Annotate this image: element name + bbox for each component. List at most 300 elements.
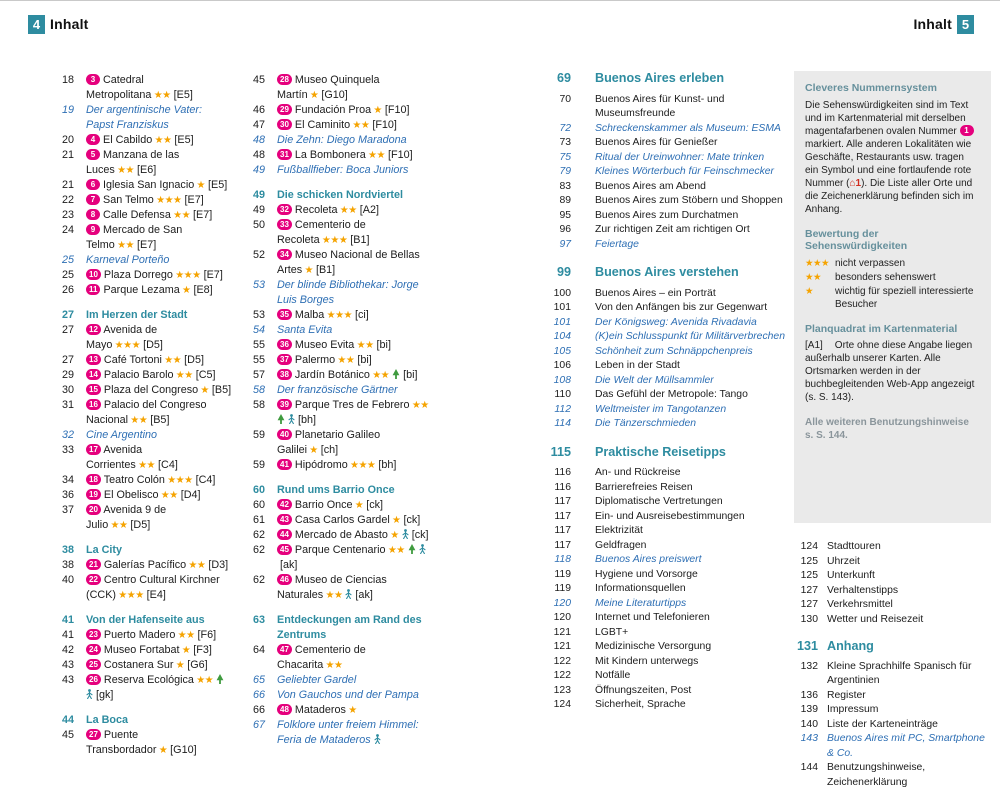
map-grid-reference: [ck] (408, 529, 429, 541)
toc-entry (541, 359, 799, 374)
toc-feature-entry (54, 428, 232, 443)
toc-entry (794, 660, 991, 689)
map-grid-reference: [E5] (170, 89, 193, 101)
rating-stars: ★★ (369, 370, 390, 381)
rating-stars: ★★ (135, 460, 156, 471)
entry-text: Sicherheit, Sprache (595, 699, 686, 710)
map-grid-reference: [ak] (352, 589, 373, 601)
map-grid-reference: [E8] (190, 284, 213, 296)
toc-entry (54, 643, 232, 658)
map-grid-reference: [D4] (177, 489, 201, 501)
sight-number-badge: 24 (86, 644, 101, 655)
page-number: 117 (554, 525, 571, 536)
rating-stars: ★ (307, 90, 319, 101)
toc-entry (541, 466, 799, 481)
page-number: 58 (252, 384, 265, 396)
entry-text: 18 Teatro Colón ★★★ [C4] (86, 473, 232, 488)
toc-entry (541, 582, 799, 597)
toc-entry (54, 148, 232, 178)
tree-icon (213, 674, 224, 686)
entry-text: 31 La Bombonera ★★ [F10] (277, 148, 433, 163)
entry-text: 40 Planetario Galileo Galilei ★ [ch] (277, 429, 381, 456)
toc-entry (243, 73, 433, 103)
page-number: 32 (61, 429, 74, 441)
page-number: 27 (61, 354, 74, 366)
page-number: 24 (61, 224, 74, 236)
page-number: 49 (252, 189, 265, 201)
entry-text: Von den Anfängen bis zur Gegenwart (595, 302, 768, 313)
page-number: 50 (252, 219, 265, 231)
toc-section-heading (243, 613, 433, 643)
toc-entry (54, 558, 232, 573)
page-number: 143 (800, 733, 818, 744)
page-number: 19 (61, 104, 74, 116)
page-number: 20 (61, 134, 74, 146)
map-grid-reference: [bi] (373, 339, 391, 351)
toc-section-heading (54, 613, 232, 628)
rating-stars: ★ (345, 705, 357, 716)
entry-text: Fußballfieber: Boca Juniors (277, 164, 409, 176)
entry-text: Zur richtigen Zeit am richtigen Ort (595, 224, 750, 235)
page-number: 62 (252, 529, 265, 541)
map-grid-reference-example: [A1] (805, 340, 823, 351)
rating-stars: ★★ (354, 340, 374, 351)
toc-entry (541, 510, 799, 525)
entry-text: Von der Hafenseite aus (86, 614, 205, 626)
toc-entry (541, 287, 799, 302)
page-number: 117 (554, 496, 571, 507)
entry-text: Medizinische Versorgung (595, 641, 712, 652)
page-number: 116 (554, 467, 571, 478)
sight-number-badge: 38 (277, 369, 292, 380)
rating-stars: ★★ (114, 165, 135, 176)
toc-entry (541, 388, 799, 403)
map-grid-reference: [E4] (143, 589, 166, 601)
page-number: 105 (553, 345, 571, 357)
map-grid-reference: [E5] (171, 134, 194, 146)
entry-text: 42 Barrio Once ★ [ck] (277, 498, 433, 513)
map-grid-reference: [E7] (181, 194, 204, 206)
page-number: 55 (252, 339, 265, 351)
page-number: 97 (559, 238, 571, 250)
toc-entry (54, 473, 232, 488)
toc-entry (794, 689, 991, 704)
page-number: 53 (252, 309, 265, 321)
entry-text: 11 Parque Lezama ★ [E8] (86, 283, 232, 298)
entry-text: Öffnungszeiten, Post (595, 684, 692, 696)
toc-entry (54, 443, 232, 473)
page-number: 130 (800, 613, 818, 625)
page-number: 66 (252, 689, 265, 701)
entry-text: Verkehrsmittel (827, 599, 893, 610)
entry-text: 43 Casa Carlos Gardel ★ [ck] (277, 513, 433, 528)
toc-entry (243, 248, 433, 278)
sight-number-badge: 21 (86, 559, 101, 570)
rating-stars: ★★ (409, 400, 429, 411)
map-grid-reference: [gk] (93, 689, 114, 701)
page-number: 75 (559, 151, 571, 163)
toc-entry (541, 194, 799, 209)
rating-stars: ★ (352, 500, 364, 511)
map-grid-reference: [A2] (356, 204, 379, 216)
toc-chapter-heading (794, 639, 991, 654)
map-grid-reference: [ch] (317, 444, 339, 456)
infobox-numbering-text (805, 99, 980, 216)
toc-entry (243, 103, 433, 118)
page-number: 59 (252, 459, 265, 471)
infobox-grid-text (805, 339, 980, 404)
toc-chapter-heading (541, 445, 799, 460)
usage-info-box (794, 71, 991, 523)
page-number: 62 (252, 574, 265, 586)
entry-text: Im Herzen der Stadt (86, 309, 188, 321)
entry-text: Cine Argentino (86, 429, 158, 441)
entry-text: Meine Literaturtipps (595, 597, 687, 609)
toc-feature-entry (541, 403, 799, 418)
toc-entry (794, 761, 991, 790)
map-grid-reference: [B1] (347, 234, 370, 246)
toc-feature-entry (54, 253, 232, 268)
toc-entry (243, 543, 433, 573)
toc-entry (541, 93, 799, 122)
rating-stars: ★★★ (805, 257, 830, 269)
toc-entry (54, 208, 232, 223)
rating-stars: ★★ (170, 210, 191, 221)
page-number: 119 (554, 568, 571, 580)
toc-entry (243, 203, 433, 218)
map-grid-reference: [bh] (295, 414, 317, 426)
toc-entry (541, 669, 799, 684)
page-number: 46 (252, 104, 265, 116)
page-number: 21 (61, 179, 74, 191)
toc-entry (243, 218, 433, 248)
rating-stars: ★★ (175, 630, 195, 641)
page-number: 95 (559, 209, 571, 221)
sight-number-badge: 5 (86, 149, 100, 160)
toc-feature-entry (541, 597, 799, 612)
entry-text: 17 Avenida Corrientes ★★ [C4] (86, 444, 178, 471)
page-number: 122 (553, 670, 571, 681)
entry-text: Geliebter Gardel (277, 674, 357, 686)
toc-chapter-heading (541, 265, 799, 280)
rating-stars: ★★ (350, 120, 370, 131)
entry-text: Karneval Porteño (86, 254, 170, 266)
page-number: 41 (61, 629, 74, 641)
rating-label: besonders sehenswert (835, 271, 936, 283)
entry-text: Diplomatische Vertretungen (595, 496, 723, 507)
sight-number-badge-example: 1 (960, 125, 974, 136)
entry-text: 34 Museo Nacional de Bellas Artes ★ [B1] (277, 249, 420, 276)
entry-text: Buenos Aires für Kunst- und Museumsfreunde (595, 93, 725, 119)
toc-entry (54, 133, 232, 148)
page-number: 104 (553, 331, 571, 342)
page-number: 73 (559, 137, 571, 148)
page-number: 37 (61, 504, 74, 516)
sight-number-badge: 17 (86, 444, 101, 455)
page-number: 106 (553, 360, 571, 371)
toc-feature-entry (541, 122, 799, 137)
page-number: 31 (61, 399, 74, 411)
toc-feature-entry (243, 163, 433, 178)
map-grid-reference: [D3] (205, 559, 229, 571)
map-grid-reference: [F3] (190, 644, 212, 656)
rating-stars: ★ (156, 745, 168, 756)
sight-number-badge: 47 (277, 644, 292, 655)
page-number: 47 (252, 119, 265, 131)
page-number: 117 (554, 510, 571, 522)
page-number: 29 (61, 369, 74, 381)
page-number: 23 (61, 209, 74, 221)
entry-text: 3 Catedral Metropolitana ★★ [E5] (86, 74, 193, 101)
page-number: 144 (800, 762, 818, 773)
numbering-text-part3: ). Die Liste aller Orte und die Zeichenerklärung befinden sich im Anhang. (805, 177, 974, 215)
sight-number-badge: 3 (86, 74, 100, 85)
entry-text: Der Königsweg: Avenida Rivadavia (595, 316, 757, 328)
entry-text: 32 Recoleta ★★ [A2] (277, 203, 433, 218)
entry-text: 25 Costanera Sur ★ [G6] (86, 658, 232, 673)
page-number: 33 (61, 444, 74, 456)
entry-text: Schönheit zum Schnäppchenpreis (595, 345, 753, 357)
page-number: 125 (800, 570, 818, 581)
toc-feature-entry (541, 553, 799, 568)
map-grid-reference: [ak] (277, 559, 298, 571)
entry-text: La City (86, 544, 122, 556)
infobox-grid-heading: Planquadrat im Kartenmaterial (805, 322, 958, 335)
toc-feature-entry (541, 345, 799, 360)
entry-text: Uhrzeit (827, 555, 860, 567)
rating-stars: ★★ (365, 150, 385, 161)
rating-stars: ★ (198, 385, 209, 396)
page-number: 43 (61, 659, 74, 671)
rating-stars: ★★★ (324, 310, 353, 321)
rating-stars: ★★ (385, 545, 405, 556)
infobox-numbering-heading: Cleveres Nummernsystem (805, 82, 937, 94)
page-number: 60 (252, 499, 265, 511)
map-grid-reference: [ck] (363, 499, 384, 511)
rating-label: wichtig für speziell interessierte Besucher (835, 285, 974, 310)
sight-number-badge: 34 (277, 249, 292, 260)
rating-stars: ★★★ (116, 590, 144, 601)
rating-stars: ★★ (337, 205, 357, 216)
sight-number-badge: 12 (86, 324, 101, 335)
entry-text: Der französische Gärtner (277, 384, 398, 396)
toc-entry (541, 209, 799, 224)
sight-number-badge: 35 (277, 309, 292, 320)
page-number: 67 (252, 719, 265, 731)
sight-number-badge: 23 (86, 629, 101, 640)
toc-feature-entry (541, 374, 799, 389)
header-right (913, 15, 974, 34)
toc-feature-entry (243, 383, 433, 398)
toc-entry (54, 223, 232, 253)
entry-text: 46 Museo de Ciencias Naturales ★★ [ak] (277, 574, 387, 601)
page-number: 61 (252, 514, 265, 526)
page-number: 120 (553, 612, 571, 623)
rating-label: nicht verpassen (835, 257, 906, 269)
map-grid-reference: [C4] (192, 474, 216, 486)
rating-stars: ★★ (114, 240, 135, 251)
entry-text: 36 Museo Evita ★★ [bi] (277, 338, 433, 353)
page-number: 112 (554, 403, 571, 415)
toc-entry (243, 118, 433, 133)
page-number: 140 (800, 718, 818, 730)
header-left (28, 15, 89, 34)
toc-entry (243, 528, 433, 543)
page-number: 48 (252, 134, 265, 146)
page-number: 48 (252, 149, 265, 161)
toc-entry (794, 598, 991, 613)
entry-text: 45 Parque Centenario ★★ [ak] (277, 543, 433, 573)
toc-entry (54, 193, 232, 208)
toc-entry (54, 73, 232, 103)
person-icon (399, 529, 409, 541)
toc-entry (794, 718, 991, 733)
toc-entry (54, 503, 232, 533)
toc-column-4-list (794, 540, 991, 790)
page-number: 45 (252, 74, 265, 86)
page-number: 99 (556, 265, 571, 279)
map-grid-reference: [ck] (400, 514, 421, 526)
entry-text: 26 Reserva Ecológica ★★ [gk] (86, 673, 232, 703)
sight-number-badge: 44 (277, 529, 292, 540)
entry-text: Buenos Aires zum Stöbern und Shoppen (595, 195, 783, 206)
person-icon (342, 589, 352, 601)
entry-text: 9 Mercado de San Telmo ★★ [E7] (86, 224, 183, 251)
toc-feature-entry (243, 673, 433, 688)
toc-feature-entry (243, 688, 433, 703)
rating-stars: ★ (194, 180, 205, 191)
page-number: 44 (61, 714, 74, 726)
rating-stars: ★★ (323, 590, 343, 601)
page-number: 131 (796, 639, 818, 653)
rating-stars: ★★ (323, 660, 343, 671)
rating-stars: ★ (389, 515, 401, 526)
sight-number-badge: 42 (277, 499, 292, 510)
map-grid-reference: [D5] (181, 354, 204, 366)
page-number: 127 (800, 584, 818, 596)
page-number: 57 (252, 369, 265, 381)
toc-entry (243, 428, 433, 458)
rating-stars: ★★ (108, 520, 128, 531)
toc-entry (541, 136, 799, 151)
entry-text: Wetter und Reisezeit (827, 613, 924, 625)
toc-entry (243, 148, 433, 163)
sight-number-badge: 18 (86, 474, 101, 485)
rating-stars: ★★ (128, 415, 148, 426)
rating-stars: ★★ (151, 90, 171, 101)
page-number: 42 (61, 644, 74, 656)
entry-text: 14 Palacio Barolo ★★ [C5] (86, 368, 232, 383)
rating-stars: ★★ (335, 355, 355, 366)
toc-entry (243, 368, 433, 383)
entry-text: 21 Galerías Pacífico ★★ [D3] (86, 558, 232, 573)
page-number: 110 (554, 389, 571, 400)
toc-entry (243, 703, 433, 718)
toc-feature-entry (541, 238, 799, 253)
sight-number-badge: 9 (86, 224, 100, 235)
entry-text: 35 Malba ★★★ [ci] (277, 308, 433, 323)
entry-text: 12 Avenida de Mayo ★★★ [D5] (86, 324, 163, 351)
page-number: 58 (252, 399, 265, 411)
page-number: 125 (800, 555, 818, 567)
rating-stars: ★★★ (347, 460, 376, 471)
sight-number-badge: 36 (277, 339, 292, 350)
entry-text: Folklore unter freiem Himmel: Feria de Mataderos (277, 719, 419, 746)
page-number: 59 (252, 429, 265, 441)
rating-stars: ★★★ (164, 475, 193, 486)
entry-text: Rund ums Barrio Once (277, 484, 395, 496)
map-grid-reference: [bi] (400, 369, 418, 381)
rating-stars: ★★ (186, 560, 206, 571)
toc-entry (541, 568, 799, 583)
person-icon (416, 544, 426, 556)
toc-entry (243, 398, 433, 428)
map-grid-reference: [B1] (312, 264, 336, 276)
page-number: 101 (553, 302, 571, 313)
map-grid-reference: [C5] (192, 369, 216, 381)
rating-stars: ★ (173, 660, 185, 671)
sight-number-badge: 30 (277, 119, 292, 130)
entry-text: Buenos Aires verstehen (595, 265, 739, 279)
rating-stars: ★★ (173, 370, 193, 381)
entry-text: Stadttouren (827, 541, 881, 552)
entry-text: 28 Museo Quinquela Martín ★ [G10] (277, 74, 380, 101)
sight-number-badge: 27 (86, 729, 101, 740)
person-icon (371, 734, 381, 746)
entry-text: Buenos Aires zum Durchatmen (595, 209, 739, 221)
toc-entry (54, 398, 232, 428)
entry-text: 27 Puente Transbordador ★ [G10] (86, 729, 197, 756)
toc-section-heading (54, 308, 232, 323)
toc-feature-entry (541, 151, 799, 166)
rating-stars: ★ (805, 285, 814, 297)
page-number: 69 (556, 71, 571, 85)
map-grid-reference: [G10] (318, 89, 348, 101)
sight-number-badge: 8 (86, 209, 100, 220)
sight-number-badge: 29 (277, 104, 292, 115)
page-number: 65 (252, 674, 265, 686)
sight-number-badge: 39 (277, 399, 292, 410)
page-number: 117 (554, 539, 571, 551)
toc-column-3 (541, 71, 799, 713)
toc-feature-entry (54, 103, 232, 133)
entry-text: Impressum (827, 704, 879, 715)
toc-entry (54, 628, 232, 643)
toc-entry (541, 481, 799, 496)
page-number: 63 (252, 614, 265, 626)
page-number: 127 (800, 599, 818, 610)
toc-entry (794, 569, 991, 584)
page-number: 64 (252, 644, 265, 656)
entry-text: 4 El Cabildo ★★ [E5] (86, 133, 232, 148)
entry-text: 37 Palermo ★★ [bi] (277, 353, 433, 368)
toc-column-1 (54, 73, 232, 758)
page-number: 55 (252, 354, 265, 366)
page-number: 49 (252, 164, 265, 176)
page-number: 27 (61, 309, 74, 321)
page-number: 53 (252, 279, 265, 291)
toc-entry (541, 180, 799, 195)
entry-text: Die Tänzerschmieden (595, 418, 697, 429)
sight-number-badge: 7 (86, 194, 100, 205)
toc-feature-entry (541, 330, 799, 345)
sight-number-badge: 14 (86, 369, 101, 380)
right-page-number-box: 5 (957, 15, 974, 34)
map-grid-reference: [E5] (205, 179, 228, 191)
page-number: 36 (61, 489, 74, 501)
page-number: 89 (559, 195, 571, 206)
toc-entry (541, 524, 799, 539)
